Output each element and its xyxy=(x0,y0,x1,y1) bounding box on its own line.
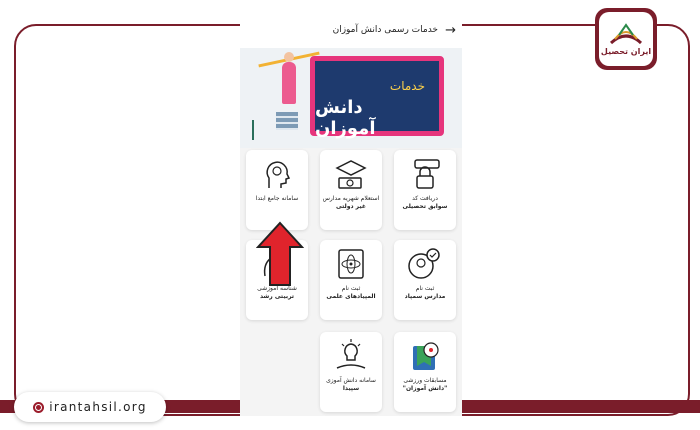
service-label: ثبت نام xyxy=(341,285,361,292)
service-label: دریافت کد xyxy=(412,195,438,202)
service-label: شناسه آموزشی xyxy=(257,285,297,292)
up-arrow-pointer-icon xyxy=(256,221,304,287)
service-label-bold: غیر دولتی xyxy=(336,203,366,210)
brand-logo xyxy=(595,8,657,70)
service-label-bold: سوابق تحصیلی xyxy=(402,203,448,210)
sports-ball-icon xyxy=(407,338,443,374)
service-card-ebtedaa[interactable] xyxy=(246,150,308,230)
hero-banner xyxy=(240,48,462,148)
banner-subtitle: خدمات xyxy=(389,79,425,93)
graduation-money-icon xyxy=(333,156,369,192)
lock-keypad-icon xyxy=(407,156,443,192)
service-label-bold: "دانش آموزان" xyxy=(402,385,448,392)
site-url: irantahsil.org xyxy=(49,400,147,414)
service-label-bold: المپیادهای علمی xyxy=(326,293,376,300)
globe-icon xyxy=(33,402,44,413)
plant-illustration xyxy=(252,120,254,140)
books-illustration xyxy=(276,112,298,130)
app-title: خدمات رسمی دانش آموزان xyxy=(332,25,438,35)
student-head-illustration xyxy=(284,52,294,62)
service-card-sports[interactable] xyxy=(394,332,456,412)
service-label: استعلام شهریه مدارس xyxy=(322,195,380,202)
student-illustration xyxy=(282,62,296,104)
service-label: سامانه جامع ابتدا xyxy=(255,195,299,202)
user-check-icon xyxy=(407,246,443,282)
service-card-academic-records[interactable] xyxy=(394,150,456,230)
service-card-olympiad[interactable] xyxy=(320,240,382,320)
logo-text: ایران تحصیل xyxy=(600,46,652,56)
lightbulb-book-icon xyxy=(333,338,369,374)
service-card-sepida[interactable] xyxy=(320,332,382,412)
head-profile-icon xyxy=(259,156,295,192)
service-label-bold: مدارس سمپاد xyxy=(404,293,446,300)
atom-book-icon xyxy=(333,246,369,282)
service-label: سامانه دانش آموزی xyxy=(326,377,376,384)
back-arrow-icon[interactable]: → xyxy=(445,23,456,38)
book-logo-icon xyxy=(609,23,643,45)
service-card-sampad[interactable] xyxy=(394,240,456,320)
logo-card xyxy=(599,12,653,66)
phone-screen xyxy=(240,14,462,416)
site-badge[interactable] xyxy=(14,392,166,422)
service-label: ثبت نام xyxy=(415,285,435,292)
app-header xyxy=(240,14,462,48)
service-card-tuition-inquiry[interactable] xyxy=(320,150,382,230)
service-label-bold: سپیدا xyxy=(342,385,360,392)
service-label-bold: تربیتی رشد xyxy=(259,293,295,300)
banner-title: دانش آموزان xyxy=(315,97,376,139)
service-label: مسابقات ورزشی xyxy=(403,377,447,384)
banner-board xyxy=(310,56,444,139)
